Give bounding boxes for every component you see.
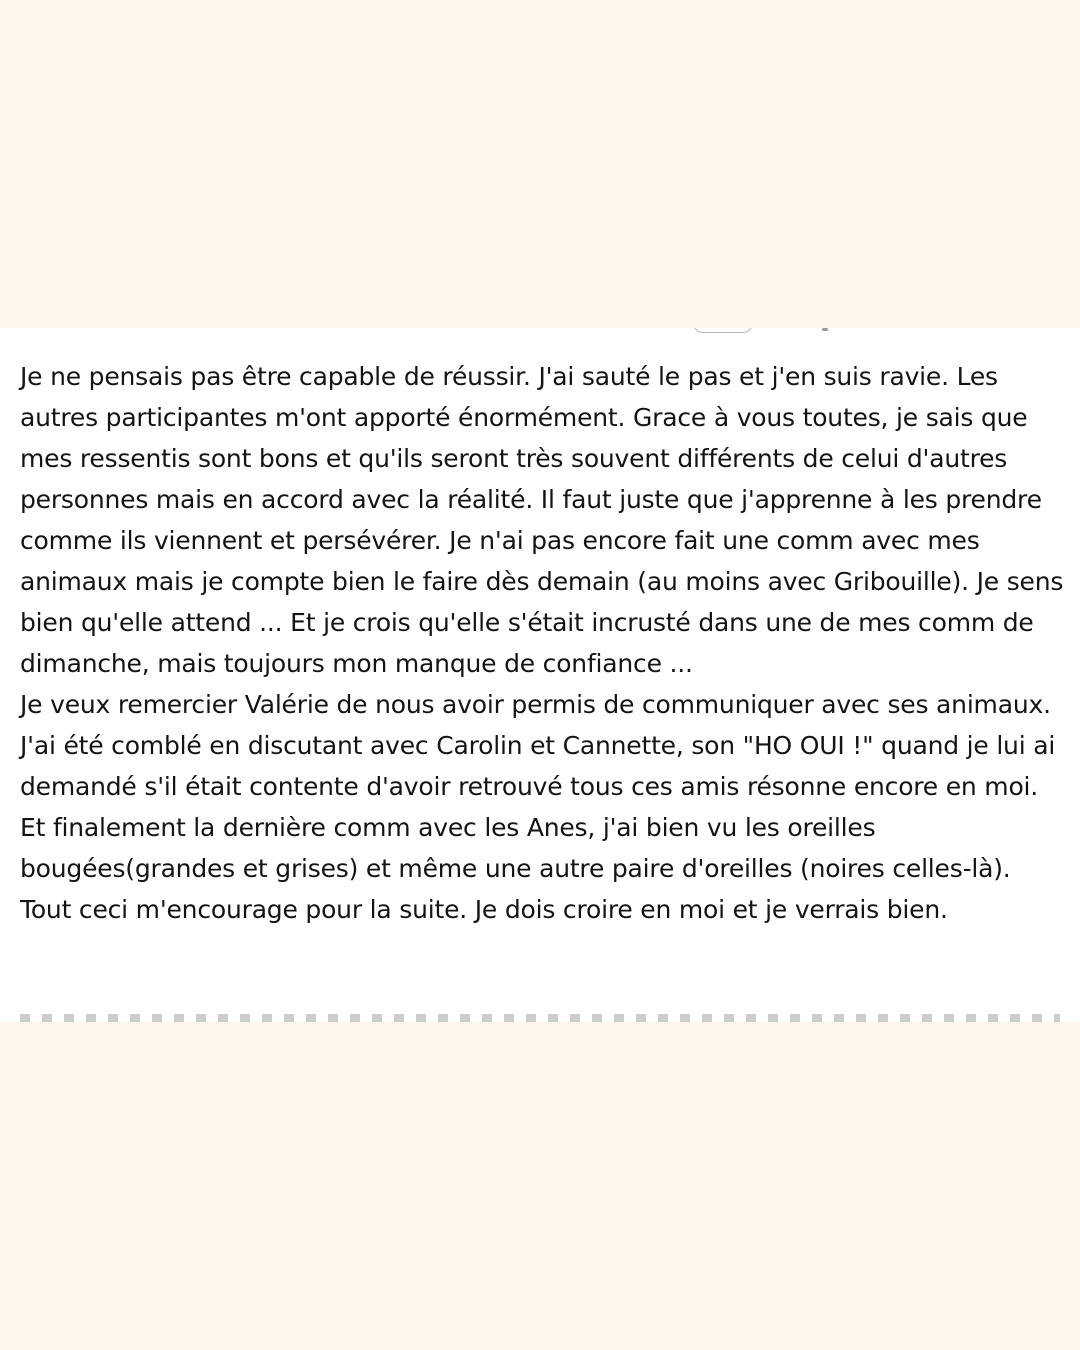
top-margin [0, 0, 1080, 328]
bottom-margin [0, 1022, 1080, 1350]
testimonial-paragraph-1: Je ne pensais pas être capable de réussir. J'ai sauté le pas et j'en suis ravie. Les autres participantes m'ont apporté énormément. Grace à vous toutes, je sais que mes ressentis sont bons et qu'ils seront très souvent différents de celui d'autres personnes mais en accord avec la réalité. Il faut juste que j'apprenne à les prendre comme ils viennent et persévérer. Je n'ai pas encore fait une comm avec mes animaux mais je compte bien le faire dès demain (au moins avec Gribouille). Je sens bien qu'elle attend ... Et je crois qu'elle s'était incrusté dans une de mes comm de dimanche, mais toujours mon manque de confiance ... [20, 362, 1064, 678]
testimonial-paragraph-3: Tout ceci m'encourage pour la suite. Je dois croire en moi et je verrais bien. [20, 895, 948, 924]
cropped-text-fragment [822, 328, 828, 331]
testimonial-paragraph-2: Je veux remercier Valérie de nous avoir permis de communiquer avec ses animaux. J'ai été comblé en discutant avec Carolin et Cannette, son "HO OUI !" quand je lui ai demandé s'il était contente d'avoir retrouvé tous ces amis résonne encore en moi. Et finalement la dernière comm avec les Anes, j'ai bien vu les oreilles bougées(grandes et grises) et même une autre paire d'oreilles (noires celles-là). [20, 690, 1056, 883]
testimonial-text [20, 356, 1068, 930]
cropped-reaction-bubble [693, 328, 753, 333]
message-screenshot [0, 328, 1080, 1022]
cropped-previous-content [0, 328, 1080, 336]
cropped-next-line [20, 1014, 1060, 1022]
